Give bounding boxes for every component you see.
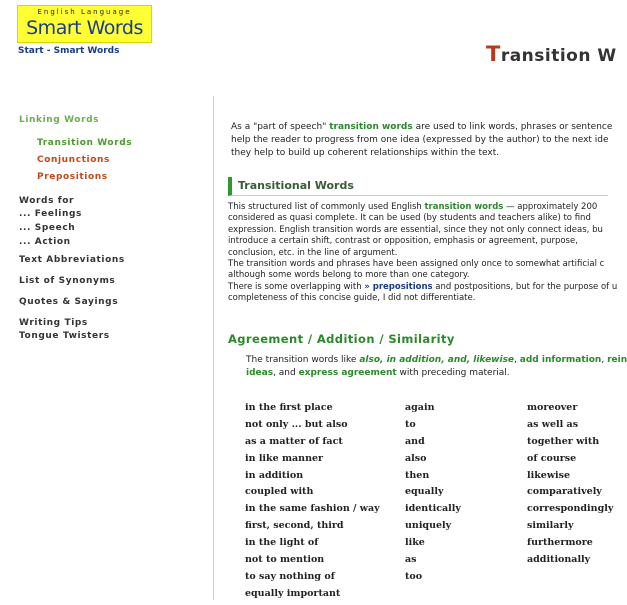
sidebar-speech[interactable]: ... Speech	[19, 223, 76, 233]
word-column-2	[405, 402, 461, 588]
word-column-1	[245, 402, 380, 605]
breadcrumb-start-link[interactable]: Start	[18, 46, 44, 56]
body-text: introduce a certain shift, contrast or opposition, emphasis or agreement, purpose,	[228, 236, 578, 247]
body-text: — approximately 200	[503, 202, 598, 212]
transition-word: coupled with	[245, 486, 314, 498]
sidebar-words-for: Words for	[19, 196, 75, 206]
sidebar-prepositions[interactable]: Prepositions	[37, 172, 108, 182]
transition-word: equally important	[245, 587, 341, 599]
breadcrumb	[18, 46, 119, 56]
logo-title: Smart Words	[26, 17, 143, 39]
agreement-keyword: rein	[607, 355, 627, 365]
breadcrumb-separator: -	[43, 46, 54, 56]
transition-word: too	[405, 570, 423, 582]
sidebar-tongue-twisters[interactable]: Tongue Twisters	[19, 331, 110, 341]
body-keyword: transition words	[424, 202, 504, 212]
site-logo[interactable]	[17, 5, 152, 43]
transition-word: correspondingly	[527, 503, 614, 515]
agreement-text: The transition words like	[246, 355, 360, 365]
sidebar-list-of-synonyms[interactable]: List of Synonyms	[19, 276, 116, 286]
agreement-keyword: add information	[519, 355, 602, 365]
agreement-intro	[246, 354, 627, 380]
sidebar-text-abbreviations[interactable]: Text Abbreviations	[19, 255, 125, 265]
agreement-text: with preceding material.	[396, 368, 510, 378]
sidebar-linking-words[interactable]: Linking Words	[19, 115, 100, 125]
intro-text: help the reader to progress from one idea (expressed by the author) to the next ide	[231, 135, 609, 145]
agreement-keyword: express agreement	[298, 368, 397, 378]
transition-word: in like manner	[245, 452, 324, 464]
transition-word: identically	[405, 503, 461, 515]
sidebar-conjunctions[interactable]: Conjunctions	[37, 155, 110, 165]
transition-word: of course	[527, 452, 577, 464]
body-text: The transition words and phrases have been assigned only once to somewhat artificial c	[228, 259, 605, 270]
body-text: considered as quasi complete. It can be used (by students and teachers alike) to find	[228, 213, 591, 224]
transition-word: uniquely	[405, 520, 452, 532]
transition-word: comparatively	[527, 486, 602, 498]
page-title-rest: ransition W	[500, 46, 617, 66]
section-heading-agreement: Agreement / Addition / Similarity	[228, 332, 455, 346]
content-divider	[213, 96, 214, 600]
body-text: This structured list of commonly used English	[228, 202, 425, 212]
body-text: conclusion, etc. in the line of argument.	[228, 247, 398, 258]
transition-word: equally	[405, 486, 444, 498]
agreement-text: , and	[273, 368, 299, 378]
agreement-examples: also, in addition, and, likewise	[359, 355, 515, 365]
transition-word: together with	[527, 435, 600, 447]
sidebar-quotes-sayings[interactable]: Quotes & Sayings	[19, 297, 119, 307]
logo-tagline: English Language	[37, 8, 132, 16]
intro-text: they help to build up coherent relationships within the text.	[231, 148, 500, 158]
prepositions-link[interactable]: » prepositions	[364, 281, 433, 292]
agreement-keyword: ideas	[246, 368, 274, 378]
transition-word: first, second, third	[245, 520, 344, 532]
transition-word: likewise	[527, 469, 571, 481]
sidebar-feelings[interactable]: ... Feelings	[19, 209, 82, 219]
intro-text: As a "part of speech"	[231, 122, 330, 132]
body-text: completeness of this concise guide, I did not differentiate.	[228, 293, 476, 304]
page-title-initial: T	[486, 42, 501, 66]
agreement-text: ,	[601, 355, 608, 365]
body-text: There is some overlapping with	[228, 281, 365, 292]
transition-word: in addition	[245, 469, 304, 481]
intro-text: are used to link words, phrases or sentence	[412, 122, 613, 132]
agreement-text: ,	[514, 355, 520, 365]
transition-word: furthermore	[527, 537, 593, 549]
transition-word: not only ... but also	[245, 418, 348, 430]
transition-word: as a matter of fact	[245, 435, 343, 447]
word-column-3	[527, 402, 613, 571]
transition-word: in the light of	[245, 537, 319, 549]
breadcrumb-current-link[interactable]: Smart Words	[53, 46, 120, 56]
transition-word: in the first place	[245, 402, 333, 413]
transition-word: additionally	[527, 554, 591, 566]
intro-paragraph	[231, 121, 611, 160]
transition-word: similarly	[527, 520, 574, 532]
transition-word: as well as	[527, 418, 579, 430]
page-title	[486, 42, 617, 66]
section-body	[228, 202, 618, 305]
intro-keyword: transition words	[329, 122, 413, 132]
transition-word: again	[405, 402, 435, 413]
transition-word: and	[405, 435, 425, 447]
sidebar-action[interactable]: ... Action	[19, 237, 71, 247]
body-text: expression. English transition words are essential, since they not only connect ideas, bu	[228, 224, 603, 235]
transition-word: like	[405, 537, 425, 549]
transition-word: moreover	[527, 402, 578, 413]
transition-word: to say nothing of	[245, 570, 335, 582]
transition-word: not to mention	[245, 554, 325, 566]
transition-word: in the same fashion / way	[245, 503, 380, 515]
transition-word: as	[405, 554, 417, 566]
transition-word: then	[405, 469, 430, 481]
sidebar-writing-tips[interactable]: Writing Tips	[19, 318, 88, 328]
section-heading-transitional-words: Transitional Words	[228, 177, 608, 196]
body-text: and postpositions, but for the purpose of u	[432, 281, 618, 292]
transition-word: to	[405, 418, 416, 430]
body-text: although some words belong to more than one category.	[228, 270, 470, 281]
sidebar-transition-words[interactable]: Transition Words	[37, 138, 133, 148]
transition-word: also	[405, 452, 427, 464]
